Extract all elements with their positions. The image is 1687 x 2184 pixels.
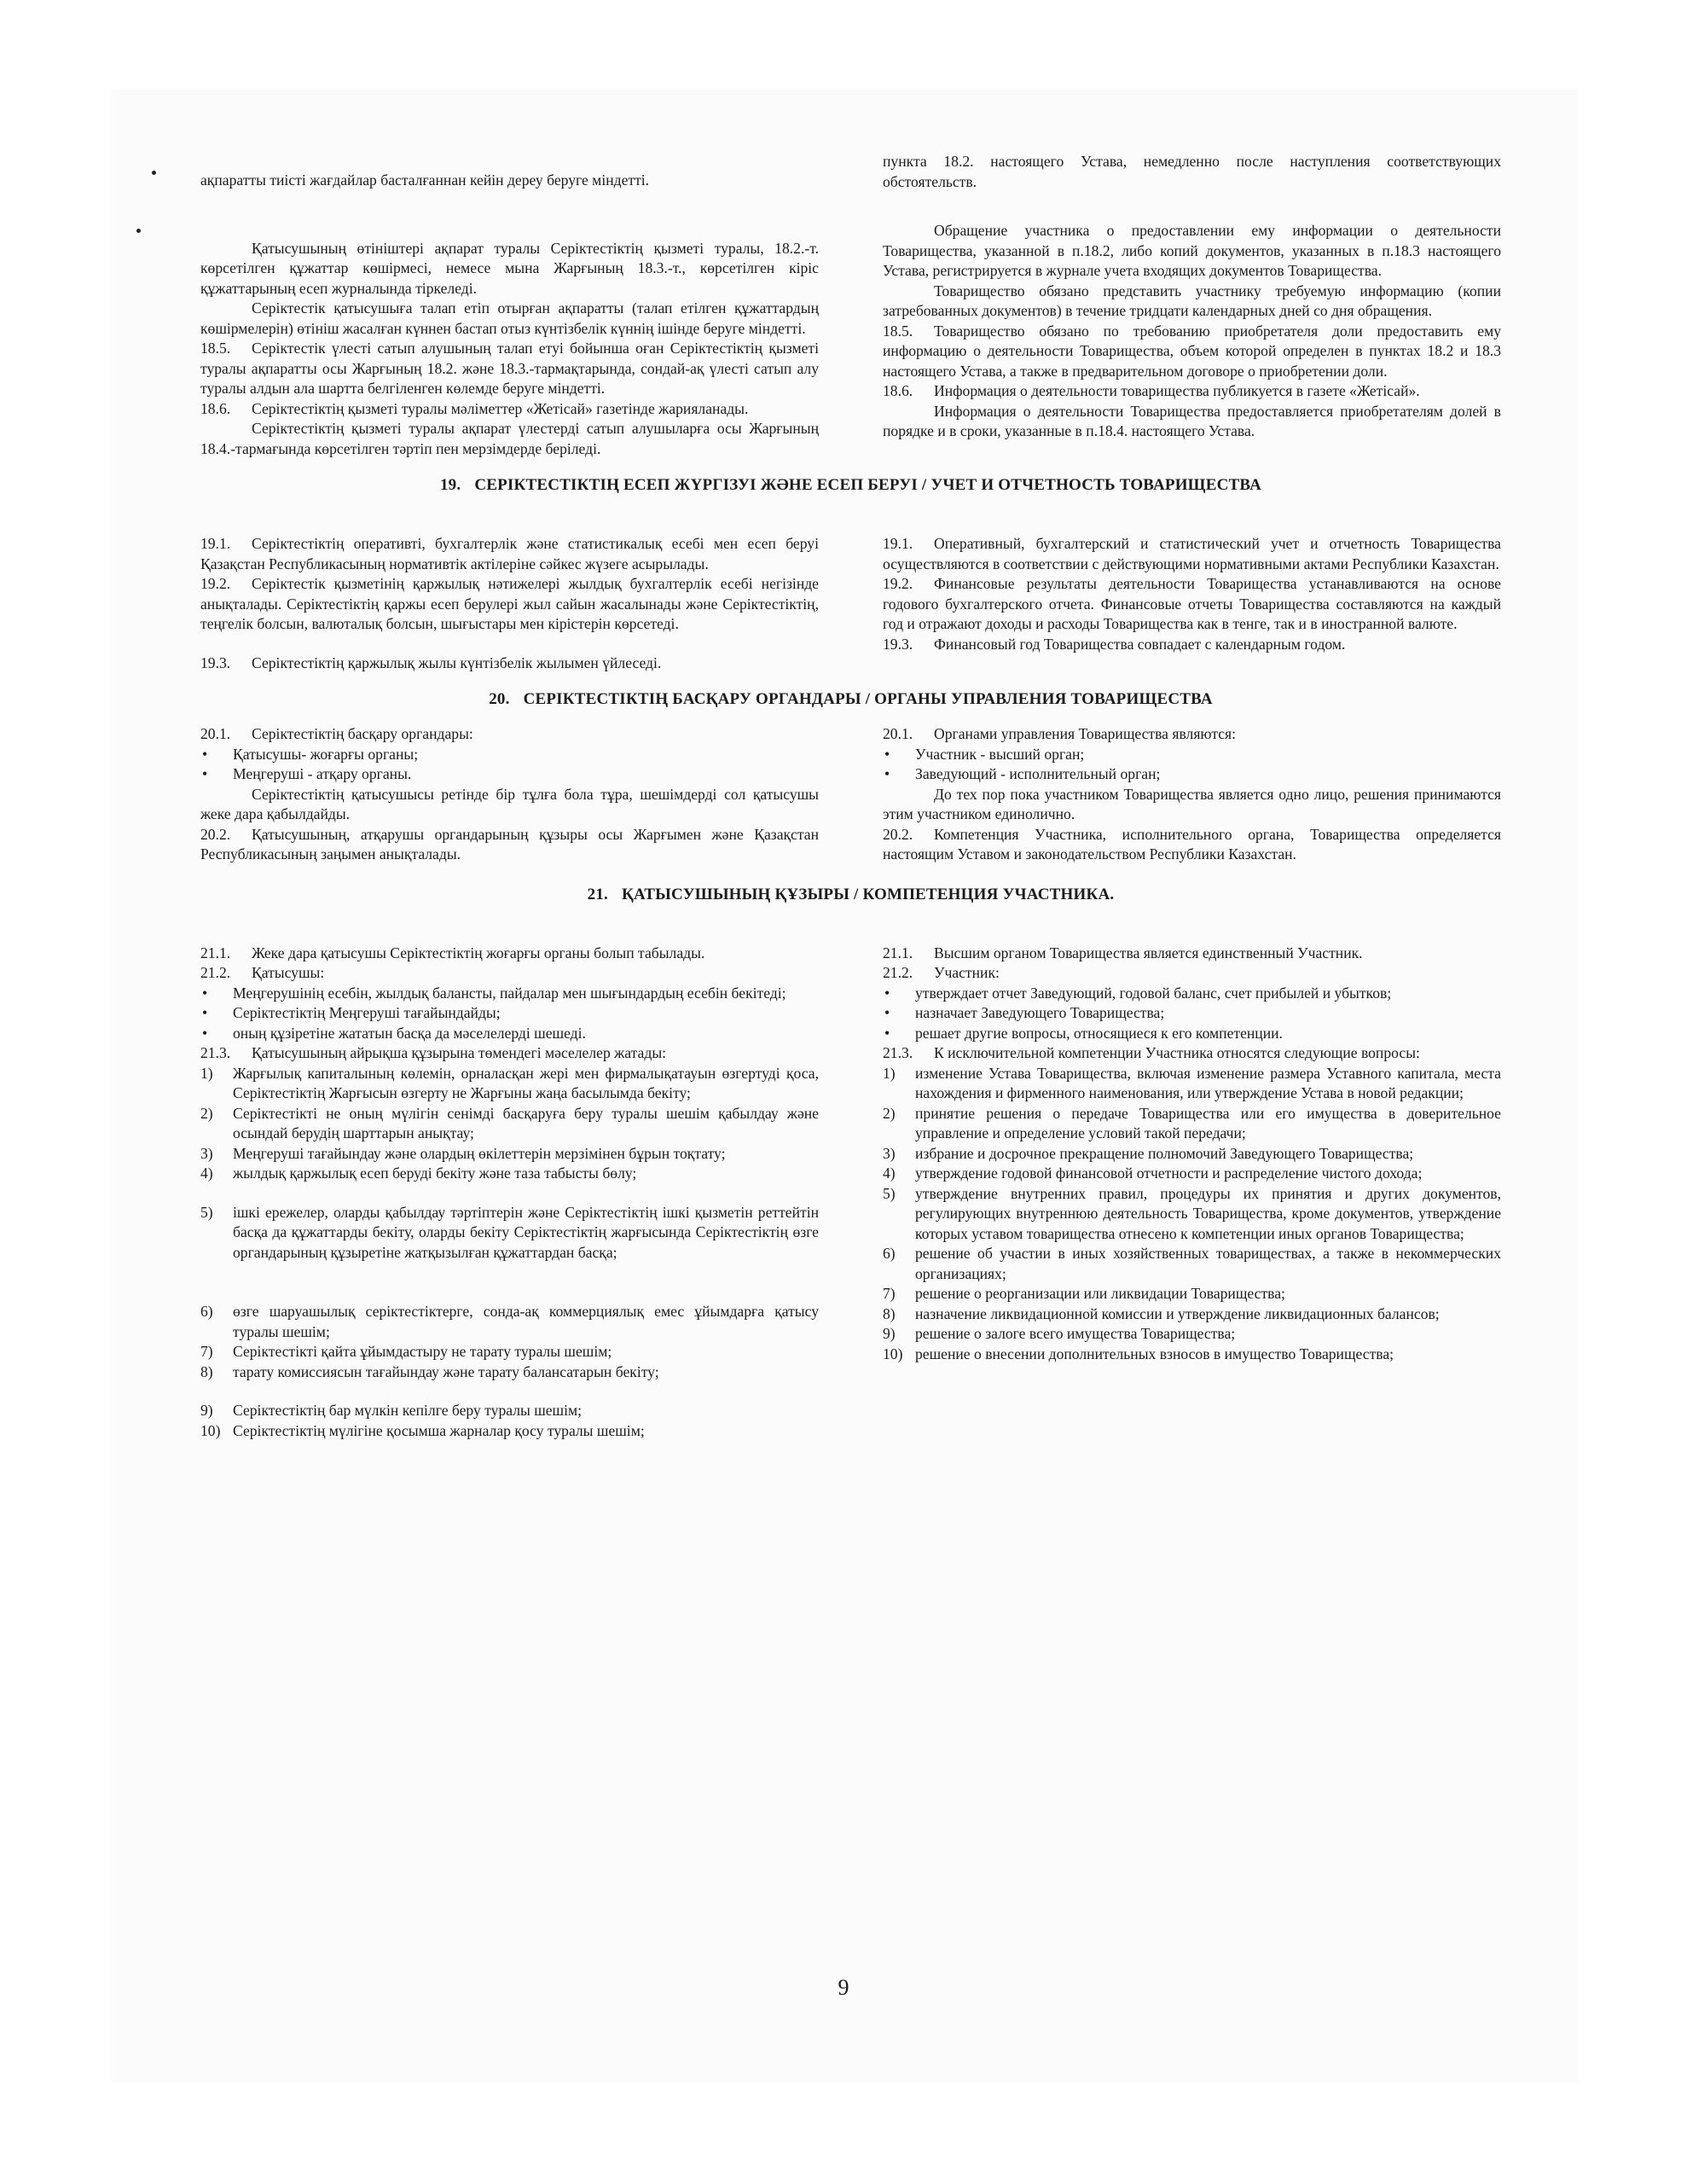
paragraph: ақпаратты тиісті жағдайлар басталғаннан кейін дереу беруге міндетті. xyxy=(200,171,650,189)
clause-text: Финансовый год Товарищества совпадает с календарным годом. xyxy=(934,635,1346,653)
column-russian xyxy=(883,944,1501,1442)
paragraph xyxy=(200,534,819,574)
list-item: 3) Меңгеруші тағайындау және олардың өкілеттерін мерзімінен бұрын тоқтату; xyxy=(200,1144,726,1162)
paragraph xyxy=(200,339,819,399)
scan-speck xyxy=(136,229,141,233)
list-item: 6) решение об участии в иных хозяйственных товариществах, а также в некоммерческих организациях; xyxy=(883,1245,1501,1282)
clause-text: Оперативный, бухгалтерский и статистический учет и отчетность Товарищества осуществляются в соответствии с действующими нормативными актами Республики Казахстан. xyxy=(883,535,1501,572)
clause-text: Қатысушы: xyxy=(252,964,325,981)
clause-text: Финансовые результаты деятельности Товарищества устанавливаются на основе годового бухгалтерского отчета. Финансовые отчеты Товарищества составляются на каждый год и отражают доходы и расходы Товарищества как в тенге, так и в иностранной валюте. xyxy=(883,575,1501,632)
list-item: 3) избрание и досрочное прекращение полномочий Заведующего Товарищества; xyxy=(883,1144,1414,1162)
paragraph: Серіктестіктің қатысушысы ретінде бір тұлға бола тұра, шешімдерді сол қатысушы жеке дара қабылдайды. xyxy=(200,785,819,822)
section-19-block xyxy=(200,534,1501,673)
list-item: 10) Серіктестіктің мүлігіне қосымша жарналар қосу туралы шешім; xyxy=(200,1421,645,1439)
column-kazakh xyxy=(200,944,819,1442)
list-item: 9) решение о залоге всего имущества Товарищества; xyxy=(883,1325,1236,1342)
clause-number: 19.1. xyxy=(883,535,913,552)
list-item: 1) Жарғылық капиталының көлемін, орналасқан жері мен фирмалықатауын өзгертуді қоса, Серіктестіктің Жарғысын өзгерту не Жарғыны жаңа басылымда бекіту; xyxy=(200,1064,819,1101)
list-item: 5) ішкі ережелер, оларды қабылдау тәртіптерін және Серіктестіктің ішкі қызметін реттейтін басқа да құжаттарды бекіту, оларды бекіту Серіктестіктің жарғысында Серіктестіктің өзге органдарының құзыретіне жатқызылған құжаттардан басқа; xyxy=(200,1203,819,1261)
list-item: 1) изменение Устава Товарищества, включая изменение размера Уставного капитала, места нахождения и фирменного наименования, или утверждение Устава в новой редакции; xyxy=(883,1064,1501,1101)
paragraph: Товарищество обязано представить участнику требуемую информацию (копии затребованных документов) в течение тридцати календарных дней со дня обращения. xyxy=(883,282,1501,319)
list-item: • Серіктестіктің Меңгеруші тағайындайды; xyxy=(200,1003,819,1024)
bullet-list xyxy=(883,745,1501,785)
clause-number: 18.5. xyxy=(200,340,231,357)
clause-number: 21.2. xyxy=(883,964,913,981)
list-item: 7) Серіктестікті қайта ұйымдастыру не тарату туралы шешім; xyxy=(200,1343,612,1360)
list-item: • решает другие вопросы, относящиеся к его компетенции. xyxy=(883,1024,1501,1044)
clause-number: 20.1. xyxy=(200,725,231,742)
numbered-list xyxy=(200,1064,819,1442)
document-body xyxy=(200,153,1501,1441)
clause-text: Товарищество обязано по требованию приобретателя доли предоставить ему информацию о деятельности Товарищества, объем которой определен в пунктах 18.2 и 18.3 настоящего Устава, а также в предварительном договоре о приобретении доли. xyxy=(883,322,1501,380)
paragraph xyxy=(883,724,1501,745)
clause-number: 21.2. xyxy=(200,964,231,981)
paragraph xyxy=(200,574,819,635)
section-heading-20: 20. СЕРІКТЕСТІКТІҢ БАСҚАРУ ОРГАНДАРЫ / ОРГАНЫ УПРАВЛЕНИЯ ТОВАРИЩЕСТВА xyxy=(489,690,1213,708)
paragraph: Информация о деятельности Товарищества предоставляется приобретателям долей в порядке и в сроки, указанные в п.18.4. настоящего Устава. xyxy=(883,402,1501,439)
page-number: 9 xyxy=(838,1975,849,2000)
clause-text: Серіктестік қызметінің қаржылық нәтижелері жылдық бухгалтерлік есебі негізінде анықталады. Серіктестіктің қаржы есеп берулері жыл сайын жасалынады және Серіктестіктің, теңгелік болсын, валюталық болсын, шығыстары мен кірістерін көрсетеді. xyxy=(200,575,819,632)
column-kazakh xyxy=(200,534,819,673)
paragraph xyxy=(883,1043,1501,1064)
clause-text: Высшим органом Товарищества является единственный Участник. xyxy=(934,944,1363,961)
list-item: 10) решение о внесении дополнительных взносов в имущество Товарищества; xyxy=(883,1345,1394,1362)
clause-text: Органами управления Товарищества являются: xyxy=(934,725,1237,742)
bullet-list xyxy=(200,745,819,785)
scan-speck xyxy=(152,171,156,175)
paragraph xyxy=(883,944,1501,964)
paragraph xyxy=(200,724,819,745)
clause-number: 18.6. xyxy=(883,382,913,399)
list-item: • Қатысушы- жоғарғы органы; xyxy=(200,745,819,765)
clause-number: 19.3. xyxy=(200,653,231,671)
section-21-block xyxy=(200,944,1501,1442)
bullet-list xyxy=(200,984,819,1044)
list-item: • утверждает отчет Заведующий, годовой баланс, счет прибылей и убытков; xyxy=(883,984,1501,1004)
paragraph xyxy=(883,322,1501,382)
list-item: 2) принятие решения о передаче Товарищества или его имущества в доверительное управление и определение условий такой передачи; xyxy=(883,1104,1501,1141)
list-item: 5) утверждение внутренних правил, процедуры их принятия и других документов, регулирующих внутреннюю деятельность Товарищества, кроме документов, утверждение которых уставом товарищества отнесено к компетенции иных органов Товарищества; xyxy=(883,1184,1501,1242)
clause-number: 18.5. xyxy=(883,322,913,340)
clause-number: 21.3. xyxy=(883,1044,913,1061)
list-item: • Меңгерушінің есебін, жылдық балансты, пайдалар мен шығындардың есебін бекітеді; xyxy=(200,984,819,1004)
paragraph: Серіктестіктің қызметі туралы ақпарат үлестерді сатып алушыларға осы Жарғының 18.4.-тармағында көрсетілген тәртіп пен мерзімдерде беріледі. xyxy=(200,420,819,457)
paragraph xyxy=(200,653,819,674)
column-kazakh xyxy=(200,171,819,459)
list-item: • Меңгеруші - атқару органы. xyxy=(200,764,819,785)
paragraph xyxy=(883,963,1501,984)
list-item: 2) Серіктестікті не оның мүлігін сенімді басқаруға беру туралы шешім қабылдау және осындай берудің шарттарын анықтау; xyxy=(200,1104,819,1141)
bullet-list xyxy=(883,984,1501,1044)
list-item: 4) жылдық қаржылық есеп беруді бекіту және таза табысты бөлу; xyxy=(200,1165,637,1182)
paragraph xyxy=(200,963,819,984)
list-item: 9) Серіктестіктің бар мүлкін кепілге беру туралы шешім; xyxy=(200,1402,583,1419)
paragraph xyxy=(200,944,819,964)
clause-number: 19.2. xyxy=(883,575,913,592)
list-item: • оның құзіретіне жататын басқа да мәселелерді шешеді. xyxy=(200,1024,819,1044)
clause-text: Серіктестіктің басқару органдары: xyxy=(252,725,473,742)
clause-text: Серіктестік үлесті сатып алушының талап етуі бойынша оған Серіктестіктің қызметі туралы ақпаратты осы Жарғының 18.2. және 18.3.-тармақтарында, сондай-ақ үлесті сатып алу туралы алдын ала шартта белгіленген көлемде беруге міндетті. xyxy=(200,340,819,397)
clause-number: 18.6. xyxy=(200,399,231,417)
list-item: 8) назначение ликвидационной комиссии и утверждение ликвидационных балансов; xyxy=(883,1304,1440,1322)
list-item: 7) решение о реорганизации или ликвидации Товарищества; xyxy=(883,1285,1285,1302)
column-kazakh xyxy=(200,724,819,865)
paragraph: До тех пор пока участником Товарищества является одно лицо, решения принимаются этим участником единолично. xyxy=(883,785,1501,822)
paragraph xyxy=(200,399,819,420)
clause-number: 21.1. xyxy=(883,944,913,961)
paragraph xyxy=(200,825,819,865)
paragraph: Обращение участника о предоставлении ему информации о деятельности Товарищества, указанной в п.18.2, либо копий документов, указанных в п.18.3 настоящего Устава, регистрируется в журнале учета входящих документов Товарищества. xyxy=(883,222,1501,279)
clause-text: Серіктестіктің оперативті, бухгалтерлік және статистикалық есебі мен есеп беруі Қазақстан Республикасының нормативтік актілеріне сәйкес жүзеге асырылады. xyxy=(200,535,819,572)
clause-text: Қатысушының, атқарушы органдарының құзыры осы Жарғымен және Қазақстан Республикасының заңымен анықталады. xyxy=(200,825,819,863)
clause-number: 19.3. xyxy=(883,635,913,653)
paragraph: Қатысушының өтініштері ақпарат туралы Серіктестіктің қызметі туралы, 18.2.-т. көрсетілген құжаттар көшірмесі, немесе мына Жарғының 18.3.-т., көрсетілген кіріс құжаттарының есеп журналында тіркеледі. xyxy=(200,239,819,297)
clause-number: 20.2. xyxy=(883,825,913,843)
clause-text: Участник: xyxy=(934,964,1000,981)
clause-text: Информация о деятельности товарищества публикуется в газете «Жетісай». xyxy=(934,382,1420,399)
column-russian xyxy=(883,152,1501,459)
list-item: 8) тарату комиссиясын тағайындау және тарату балансатарын бекіту; xyxy=(200,1362,659,1380)
clause-number: 20.1. xyxy=(883,725,913,742)
paragraph xyxy=(883,635,1501,655)
paragraph xyxy=(200,1043,819,1064)
paragraph xyxy=(883,825,1501,865)
clause-text: Қатысушының айрықша құзырына төмендегі мәселелер жатады: xyxy=(252,1044,667,1061)
clause-number: 21.3. xyxy=(200,1044,231,1061)
numbered-list xyxy=(883,1064,1501,1365)
list-item: 6) өзге шаруашылық серіктестіктерге, сонда-ақ коммерциялық емес ұйымдарға қатысу туралы шешім; xyxy=(200,1303,819,1340)
section-18-block xyxy=(200,153,1501,459)
section-heading-21: 21. ҚАТЫСУШЫНЫҢ ҚҰЗЫРЫ / КОМПЕТЕНЦИЯ УЧАСТНИКА. xyxy=(587,885,1115,903)
paragraph: пункта 18.2. настоящего Устава, немедленно после наступления соответствующих обстоятельств. xyxy=(883,153,1501,190)
clause-number: 21.1. xyxy=(200,944,231,961)
list-item: • Участник - высший орган; xyxy=(883,745,1501,765)
list-item: 4) утверждение годовой финансовой отчетности и распределение чистого дохода; xyxy=(883,1165,1423,1182)
column-russian xyxy=(883,724,1501,865)
clause-text: Жеке дара қатысушы Серіктестіктің жоғарғы органы болып табылады. xyxy=(252,944,705,961)
clause-text: К исключительной компетенции Участника относятся следующие вопросы: xyxy=(934,1044,1420,1061)
clause-number: 19.2. xyxy=(200,575,231,592)
section-heading-19: 19. СЕРІКТЕСТІКТІҢ ЕСЕП ЖҮРГІЗУІ ЖӘНЕ ЕСЕП БЕРУІ / УЧЕТ И ОТЧЕТНОСТЬ ТОВАРИЩЕСТВА xyxy=(439,476,1262,494)
list-item: • назначает Заведующего Товарищества; xyxy=(883,1003,1501,1024)
section-20-block xyxy=(200,724,1501,865)
clause-number: 19.1. xyxy=(200,535,231,552)
clause-number: 20.2. xyxy=(200,825,231,843)
column-russian xyxy=(883,534,1501,673)
paragraph xyxy=(883,534,1501,574)
list-item: • Заведующий - исполнительный орган; xyxy=(883,764,1501,785)
paragraph xyxy=(883,574,1501,635)
clause-text: Серіктестіктің қызметі туралы мәліметтер «Жетісай» газетінде жарияланады. xyxy=(252,399,749,417)
paragraph: Серіктестік қатысушыға талап етіп отырған ақпаратты (талап етілген құжаттардың көшірмелерін) өтініш жасалған күннен бастап отыз күнтізбелік күннің ішінде беруге міндетті. xyxy=(200,299,819,337)
clause-text: Серіктестіктің қаржылық жылы күнтізбелік жылымен үйлеседі. xyxy=(252,653,662,671)
paragraph xyxy=(883,381,1501,402)
clause-text: Компетенция Участника, исполнительного органа, Товарищества определяется настоящим Уставом и законодательством Республики Казахстан. xyxy=(883,825,1501,863)
